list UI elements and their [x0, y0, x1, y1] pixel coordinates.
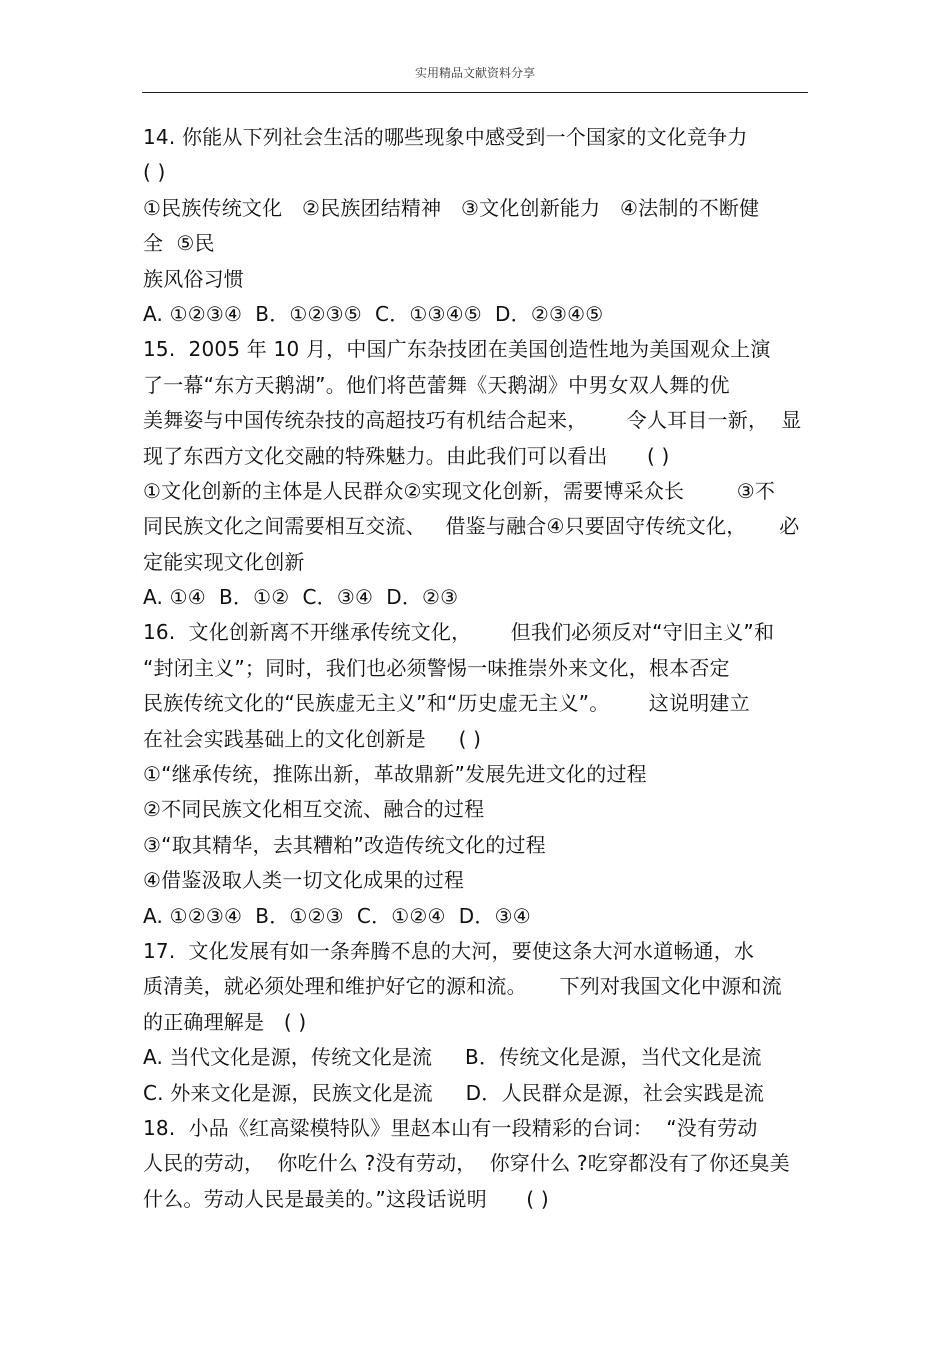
text-line: 17. 文化发展有如一条奔腾不息的大河，要使这条大河水道畅通，水	[143, 938, 755, 963]
text-line: 15. 2005 年 10 月，中国广东杂技团在美国创造性地为美国观众上演	[143, 337, 771, 362]
text-line: 18. 小品《红高粱模特队》里赵本山有一段精彩的台词： “没有劳动	[143, 1115, 758, 1140]
text-line: ①文化创新的主体是人民群众②实现文化创新，需要博采众长 ③不	[143, 478, 776, 503]
text-line: A. ①②③④ B．①②③ C．①②④ D．③④	[143, 903, 531, 928]
text-line: ①民族传统文化 ②民族团结精神 ③文化创新能力 ④法制的不断健	[143, 195, 760, 220]
text-line: ④借鉴汲取人类一切文化成果的过程	[143, 868, 465, 893]
text-line: ②不同民族文化相互交流、融合的过程	[143, 797, 485, 822]
text-line: 人民的劳动， 你吃什么 ?没有劳动， 你穿什么 ?吃穿都没有了你还臭美	[143, 1151, 790, 1176]
text-line: 全 ⑤民	[143, 231, 215, 256]
page-header	[142, 64, 808, 93]
text-line: 现了东西方文化交融的特殊魅力。由此我们可以看出 ( )	[143, 443, 670, 468]
text-line: 质清美，就必须处理和维护好它的源和流。 下列对我国文化中源和流	[143, 974, 782, 999]
text-line: 民族传统文化的“民族虚无主义”和“历史虚无主义”。 这说明建立	[143, 691, 750, 716]
text-line: 定能实现文化创新	[143, 549, 305, 574]
text-line: 的正确理解是 ( )	[143, 1009, 307, 1034]
text-line: A. ①②③④ B．①②③⑤ C．①③④⑤ D．②③④⑤	[143, 301, 604, 326]
text-line: “封闭主义”；同时，我们也必须警惕一味推崇外来文化，根本否定	[143, 655, 730, 680]
text-line: 同民族文化之间需要相互交流、 借鉴与融合④只要固守传统文化， 必	[143, 514, 800, 539]
text-line: A. 当代文化是源，传统文化是流 B．传统文化是源，当代文化是流	[143, 1045, 762, 1070]
text-line: ( )	[143, 160, 166, 185]
text-line: ①“继承传统，推陈出新，革故鼎新”发展先进文化的过程	[143, 762, 647, 787]
text-line: 了一幕“东方天鹅湖”。他们将芭蕾舞《天鹅湖》中男女双人舞的优	[143, 372, 730, 397]
text-line: 美舞姿与中国传统杂技的高超技巧有机结合起来， 令人耳目一新， 显	[143, 408, 802, 433]
text-line: A. ①④ B．①② C．③④ D．②③	[143, 585, 459, 610]
document-body	[143, 120, 809, 1217]
header-title: 实用精品文献资料分享	[414, 66, 535, 80]
text-line: 14. 你能从下列社会生活的哪些现象中感受到一个国家的文化竞争力	[143, 125, 748, 149]
text-line: C. 外来文化是源，民族文化是流 D．人民群众是源，社会实践是流	[143, 1080, 765, 1105]
text-line: 在社会实践基础上的文化创新是 ( )	[143, 726, 482, 751]
text-line: 16. 文化创新离不开继承传统文化， 但我们必须反对“守旧主义”和	[143, 620, 775, 645]
text-line: 族风俗习惯	[143, 266, 244, 291]
text-line: 什么。劳动人民是最美的。”这段话说明 ( )	[143, 1186, 549, 1211]
text-line: ③“取其精华，去其糟粕”改造传统文化的过程	[143, 832, 546, 857]
